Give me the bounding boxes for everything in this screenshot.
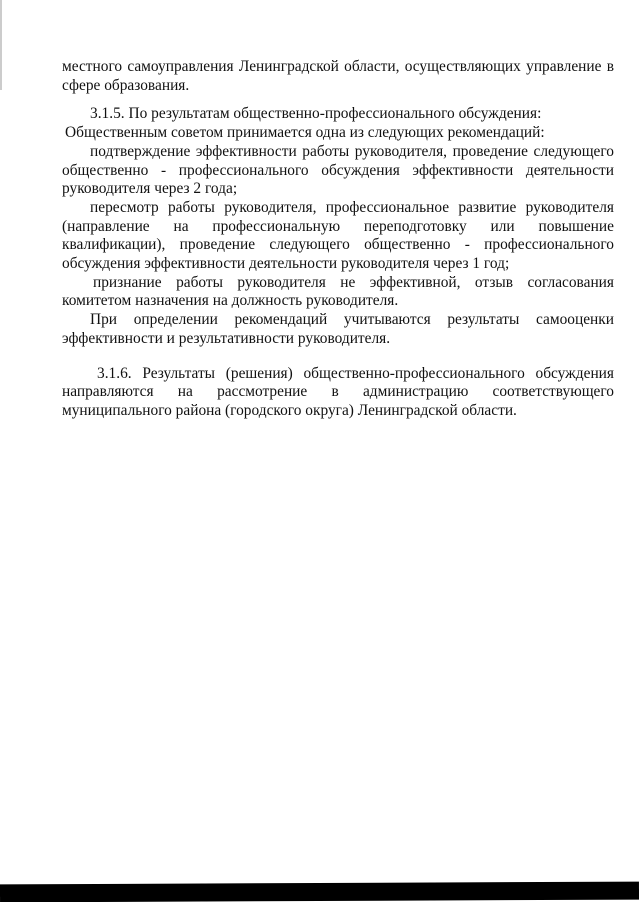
text-line: руководителя через 2 года;: [62, 180, 238, 198]
text-line: квалификации), проведение следующего общественно - профессионального: [62, 236, 614, 254]
paragraph-council: [62, 124, 614, 143]
text-line: общественно - профессионального обсуждения эффективности деятельности: [62, 161, 614, 179]
text-line: признание работы руководителя не эффективной, отзыв согласования: [93, 273, 614, 291]
text-line: эффективности и результативности руководителя.: [62, 329, 391, 347]
text-line: обсуждения эффективности деятельности руководителя через 1 год;: [62, 255, 510, 273]
paragraph-intro: [62, 58, 614, 95]
paragraph-review: [62, 199, 614, 274]
text-line: пересмотр работы руководителя, профессиональное развитие руководителя: [90, 198, 614, 216]
scan-bottom-bar: [0, 882, 639, 902]
section-3-1-6: [62, 365, 614, 421]
text-line: местного самоуправления Ленинградской области, осуществляющих управление в: [62, 58, 614, 75]
text-line: При определении рекомендаций учитываются результаты самооценки: [90, 311, 614, 329]
text-line: 3.1.5. По результатам общественно-профессионального обсуждения:: [90, 105, 542, 123]
text-line: направляются на рассмотрение в администрацию соответствующего: [62, 383, 614, 401]
text-line: комитетом назначения на должность руководителя.: [62, 292, 399, 310]
text-line: Общественным советом принимается одна из следующих рекомендаций:: [65, 124, 545, 142]
paragraph-confirmation: [62, 143, 614, 199]
document-page: [62, 58, 614, 421]
text-line: сфере образования.: [62, 76, 190, 94]
scan-edge: [0, 0, 2, 90]
text-line: (направление на профессиональную переподготовку или повышение: [62, 217, 614, 235]
text-line: подтверждение эффективности работы руководителя, проведение следующего: [90, 142, 614, 160]
section-3-1-5-heading: [62, 105, 614, 124]
text-line: 3.1.6. Результаты (решения) общественно-профессионального обсуждения: [97, 364, 614, 382]
text-line: муниципального района (городского округа) Ленинградской области.: [62, 401, 517, 419]
paragraph-self-assessment: [62, 311, 614, 348]
paragraph-ineffective: [62, 274, 614, 311]
